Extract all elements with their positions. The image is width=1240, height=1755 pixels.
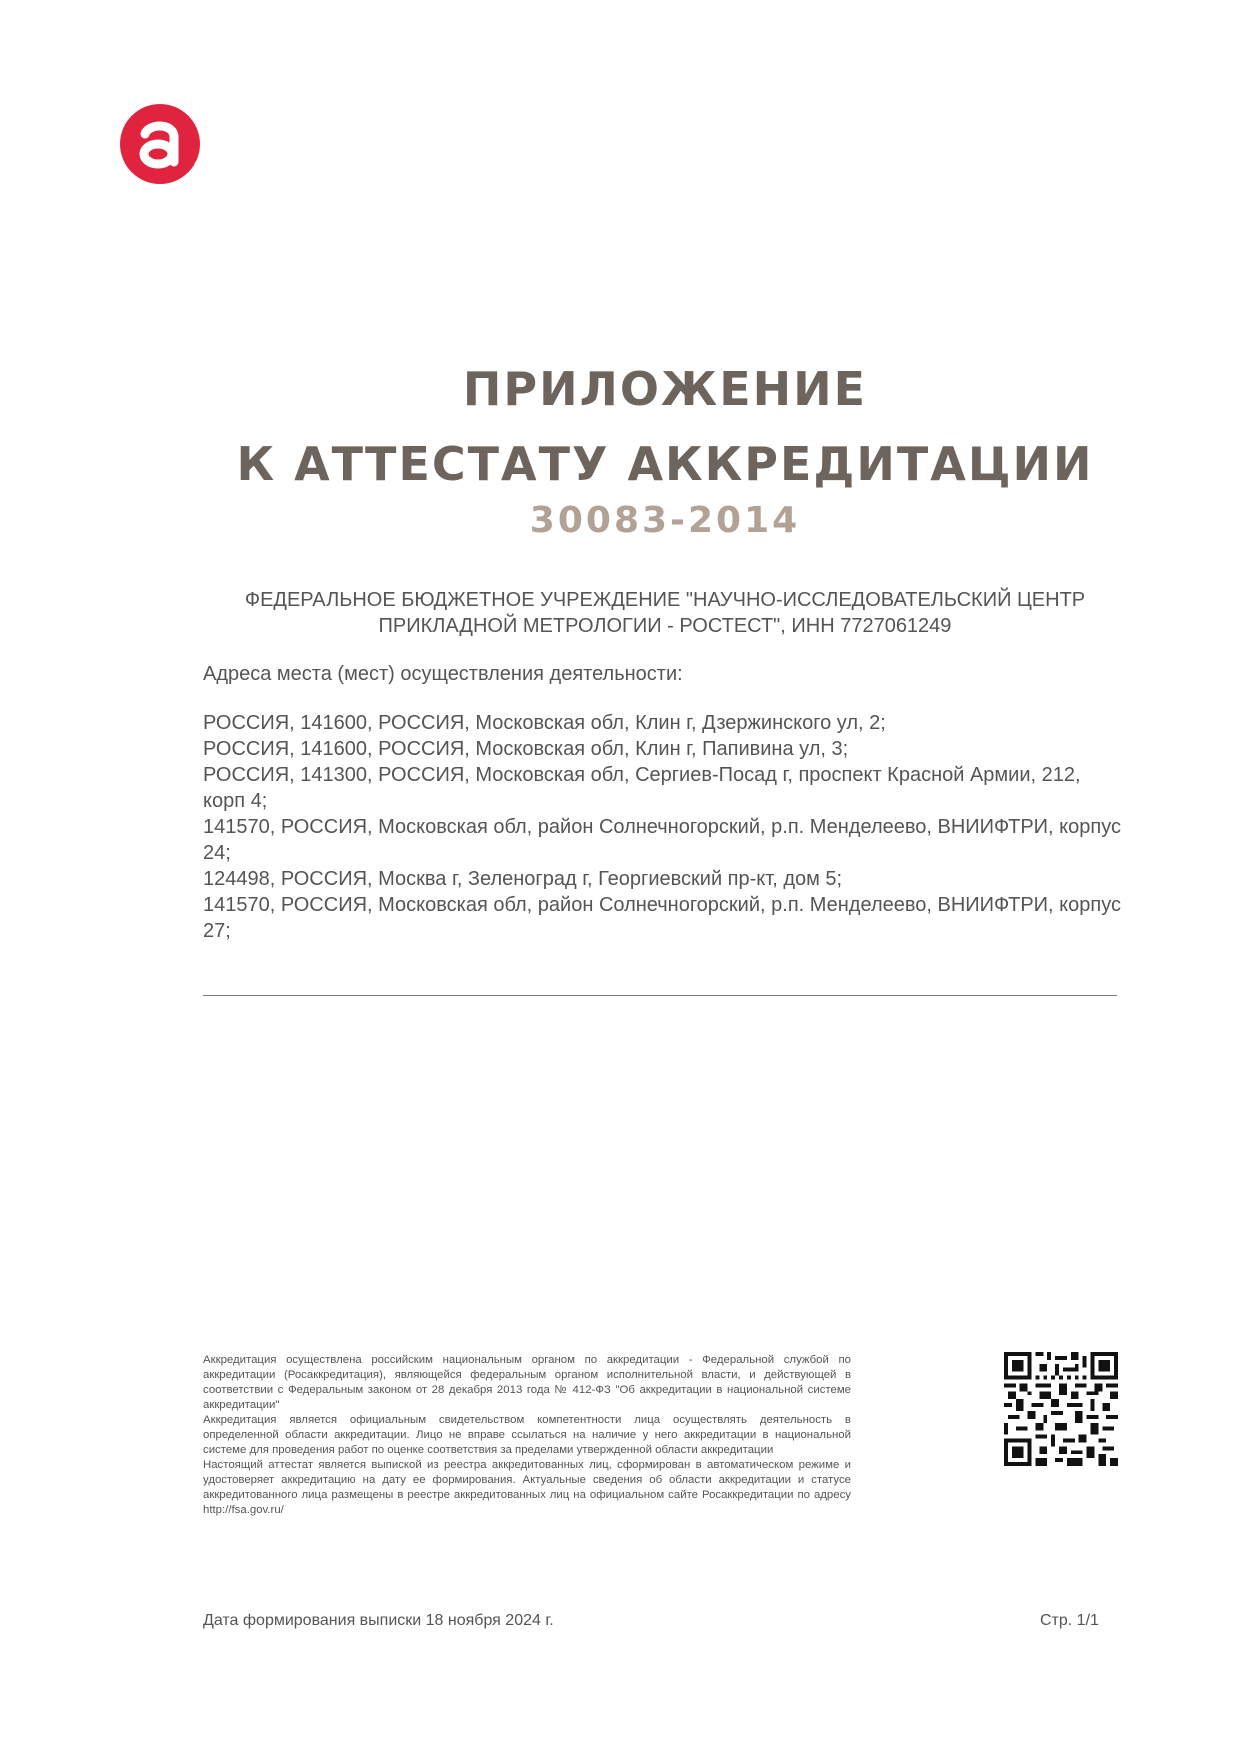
- addresses-heading: Адреса места (мест) осуществления деятельности:: [203, 663, 683, 685]
- document-title: ПРИЛОЖЕНИЕ: [462, 362, 868, 416]
- generation-date: Дата формирования выписки 18 ноября 2024 г.: [203, 1612, 554, 1629]
- organization-line: ПРИКЛАДНОЙ МЕТРОЛОГИИ - РОСТЕСТ", ИНН 7727061249: [378, 615, 952, 637]
- address-item: РОССИЯ, 141300, РОССИЯ, Московская обл, Сергиев-Посад г, проспект Красной Армии, 212, корп 4;: [203, 764, 1081, 812]
- document-subtitle: К АТТЕСТАТУ АККРЕДИТАЦИИ: [236, 437, 1094, 491]
- address-item: 141570, РОССИЯ, Московская обл, район Солнечногорский, р.п. Менделеево, ВНИИФТРИ, корпус 27;: [203, 894, 1121, 942]
- qr-code-icon: [1004, 1352, 1118, 1466]
- address-item: 124498, РОССИЯ, Москва г, Зеленоград г, Георгиевский пр-кт, дом 5;: [203, 868, 843, 890]
- address-item: РОССИЯ, 141600, РОССИЯ, Московская обл, Клин г, Папивина ул, 3;: [203, 738, 849, 760]
- page-number: Стр. 1/1: [1040, 1612, 1099, 1629]
- footnote-paragraph: Аккредитация является официальным свидетельством компетентности лица осуществлять деятельность в определенной области аккредитации. Лицо не вправе ссылаться на наличие у него аккредитации в национальной системе для проведения работ по оценке соответствия за пределами утвержденной области аккредитации: [203, 1414, 851, 1456]
- address-item: 141570, РОССИЯ, Московская обл, район Солнечногорский, р.п. Менделеево, ВНИИФТРИ, корпус 24;: [203, 816, 1121, 864]
- section-divider: [203, 995, 1117, 996]
- address-item: РОССИЯ, 141600, РОССИЯ, Московская обл, Клин г, Дзержинского ул, 2;: [203, 712, 886, 734]
- certificate-number: 30083-2014: [529, 500, 801, 541]
- footnote-paragraph: Аккредитация осуществлена российским национальным органом по аккредитации - Федеральной службой по аккредитации (Росаккредитация), являющейся федеральным органом исполнительной власти, и действующей в соответствии с Федеральным законом от 28 декабря 2013 года № 412-ФЗ "Об аккредитации в национальной системе аккредитации": [203, 1354, 851, 1411]
- organization-name: [200, 587, 1130, 639]
- organization-line: ФЕДЕРАЛЬНОЕ БЮДЖЕТНОЕ УЧРЕЖДЕНИЕ "НАУЧНО-ИССЛЕДОВАТЕЛЬСКИЙ ЦЕНТР: [244, 589, 1086, 611]
- address-list: [203, 710, 1123, 944]
- accreditation-logo-icon: [118, 100, 206, 188]
- footnote-paragraph: Настоящий аттестат является выпиской из реестра аккредитованных лиц, сформирован в автоматическом режиме и удостоверяет аккредитацию на дату ее формирования. Актуальные сведения об области аккредитации и статусе аккредитованного лица размещены в реестре аккредитованных лиц на официальном сайте Росаккредитации по адресу http://fsa.gov.ru/: [203, 1459, 851, 1516]
- legal-footnote: [203, 1353, 851, 1518]
